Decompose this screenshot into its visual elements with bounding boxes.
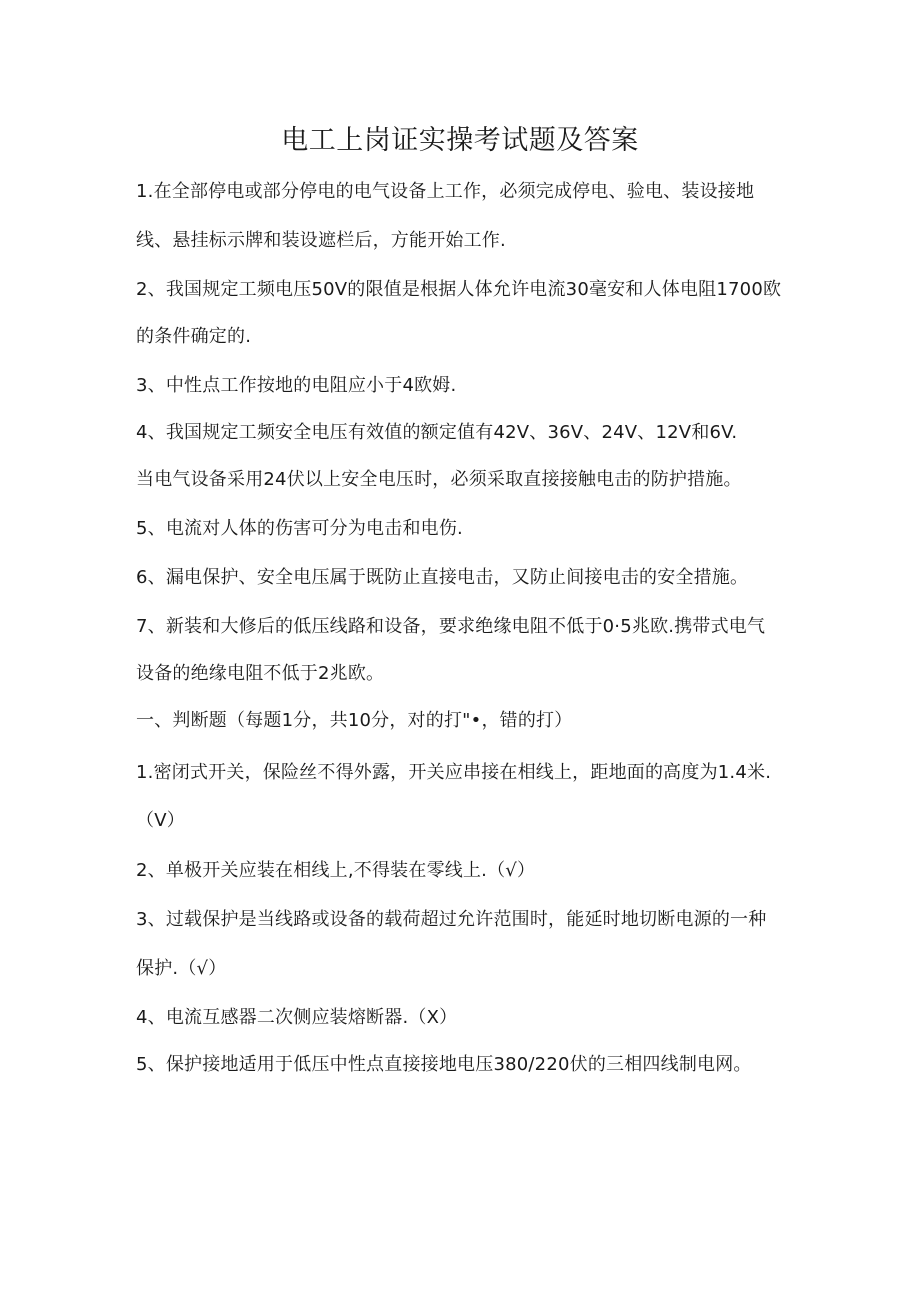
text-line: 设备的绝缘电阻不低于2兆欧。 (136, 663, 385, 684)
text-line: 的条件确定的. (136, 326, 252, 347)
question-line: 1.密闭式开关，保险丝不得外露，开关应串接在相线上，距地面的高度为1.4米. (136, 762, 772, 783)
text-line: 5、电流对人体的伤害可分为电击和电伤. (136, 518, 463, 539)
document-title: 电工上岗证实操考试题及答案 (281, 125, 639, 156)
text-line: 2、我国规定工频电压50V的限值是根据人体允许电流30毫安和人体电阻1700欧 (136, 279, 782, 300)
question-line: 2、单极开关应装在相线上,不得装在零线上.（√） (136, 860, 536, 881)
text-line: 4、我国规定工频安全电压有效值的额定值有42V、36V、24V、12V和6V. (136, 422, 738, 443)
question-line: 保护.（√） (136, 958, 227, 979)
question-line: 3、过载保护是当线路或设备的载荷超过允许范围时，能延时地切断电源的一种 (136, 909, 767, 930)
text-line: 7、新装和大修后的低压线路和设备，要求绝缘电阻不低于0·5兆欧.携带式电气 (136, 616, 766, 637)
text-line: 3、中性点工作按地的电阻应小于4欧姆. (136, 375, 457, 396)
question-line: 5、保护接地适用于低压中性点直接接地电压380/220伏的三相四线制电网。 (136, 1054, 752, 1075)
text-line: 1.在全部停电或部分停电的电气设备上工作，必须完成停电、验电、装设接地 (136, 181, 755, 202)
text-line: 6、漏电保护、安全电压属于既防止直接电击，又防止间接电击的安全措施。 (136, 567, 749, 588)
answer-mark: （V） (136, 810, 185, 831)
text-line: 当电气设备采用24伏以上安全电压时，必须采取直接接触电击的防护措施。 (136, 469, 742, 490)
section-heading: 一、判断题（每题1分，共10分，对的打"•，错的打） (136, 710, 573, 731)
text-line: 线、悬挂标示牌和装设遮栏后，方能开始工作. (136, 230, 506, 251)
question-line: 4、电流互感器二次侧应装熔断器.（X） (136, 1007, 458, 1028)
